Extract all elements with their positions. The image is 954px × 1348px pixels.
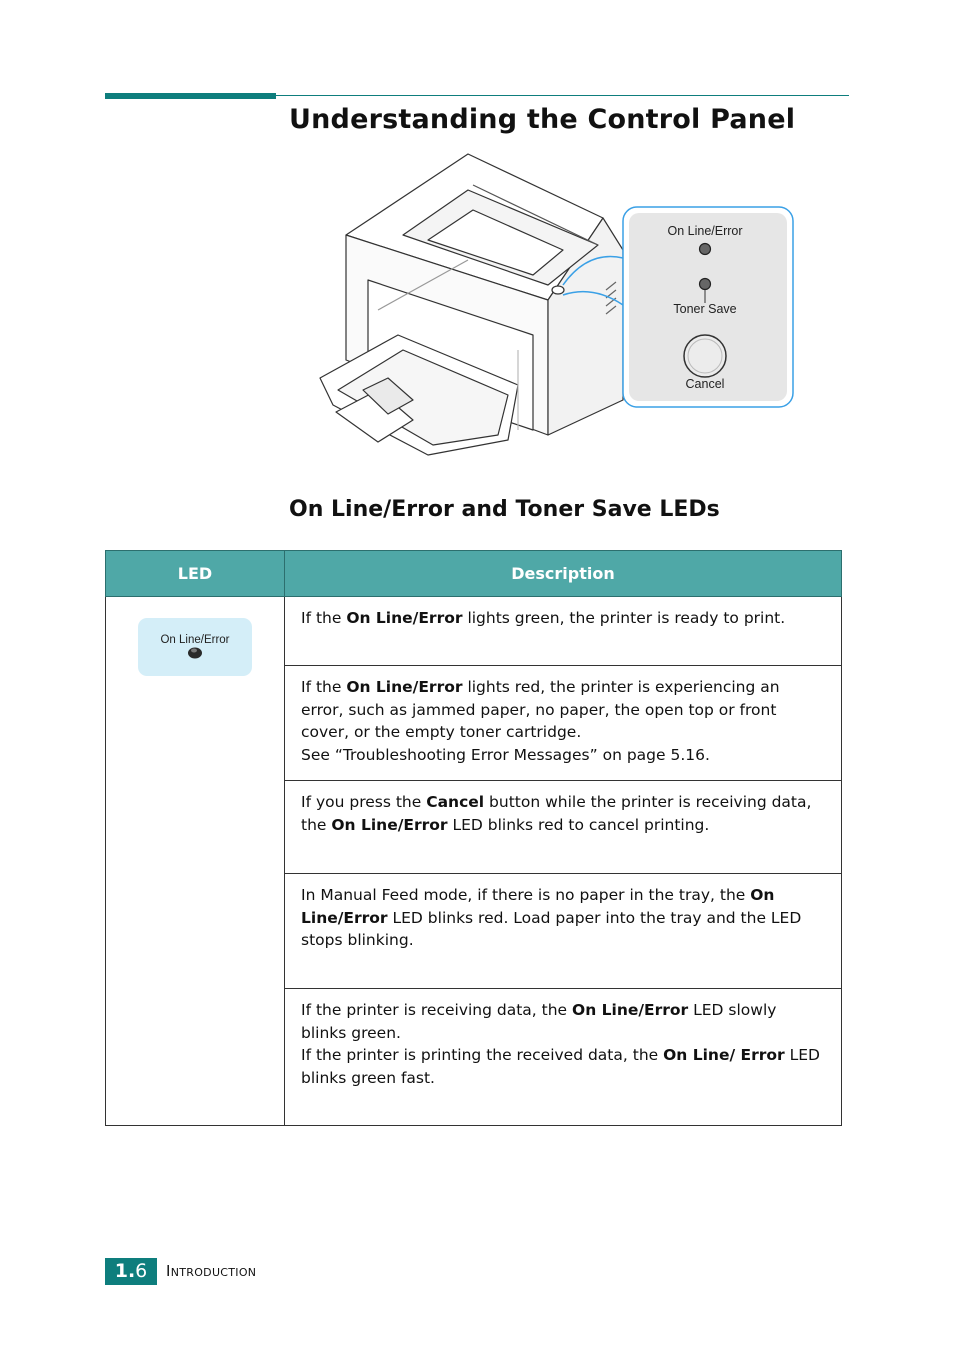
led-image-cell [106, 597, 285, 1126]
led-badge-label: On Line/Error [160, 634, 230, 646]
footer-section-label: Introduction [166, 1262, 257, 1280]
online-error-led-icon [700, 244, 711, 255]
printer-panel-button-icon [552, 286, 564, 294]
cancel-button-icon [684, 335, 726, 377]
bold-term: On Line/ Error [663, 1046, 785, 1064]
page-number-badge [105, 1258, 157, 1285]
led-table [105, 550, 842, 1126]
description-column-header: Description [285, 551, 842, 597]
description-text: LED blinks green fast. [301, 1046, 820, 1087]
bold-term: On Line/Error [331, 815, 448, 834]
description-text: If the [301, 609, 347, 627]
description-text: If the [301, 678, 347, 696]
bold-term: On Line/Error [301, 886, 775, 927]
led-description-5 [285, 989, 842, 1126]
page-number: 6 [135, 1260, 148, 1282]
page-title: Understanding the Control Panel [289, 104, 796, 135]
description-text: lights green, the printer is ready to print. [462, 609, 786, 627]
led-description-1 [285, 597, 842, 666]
bold-term: On Line/Error [572, 1001, 689, 1019]
led-description-3 [285, 781, 842, 874]
description-text: If the printer is printing the received data, the [301, 1046, 664, 1064]
bold-term: On Line/Error [346, 609, 463, 627]
description-text: See “Troubleshooting Error Messages” on page 5.16. [301, 745, 710, 764]
bold-term: Cancel [426, 793, 485, 811]
chapter-number: 1. [114, 1260, 136, 1282]
description-text: lights red, the printer is experiencing an error, such as jammed paper, no paper, the open top or front cover, or the empty toner cartridge. [301, 678, 780, 741]
description-text: LED blinks red. Load paper into the tray and the LED stops blinking. [301, 908, 802, 949]
table-row [106, 597, 842, 666]
description-text: If you press the [301, 793, 427, 811]
led-description-4 [285, 874, 842, 989]
online-error-panel-label: On Line/Error [667, 224, 743, 238]
toner-save-led-icon [700, 279, 711, 290]
online-error-led-badge [138, 618, 252, 676]
led-column-header: LED [106, 551, 285, 597]
description-text: In Manual Feed mode, if there is no paper in the tray, the [301, 886, 751, 904]
description-text: If the printer is receiving data, the [301, 1001, 573, 1019]
bold-term: On Line/Error [346, 678, 463, 696]
led-indicator-icon [187, 645, 203, 659]
printer-illustration [318, 150, 798, 462]
cancel-panel-label: Cancel [685, 377, 725, 391]
description-text: button while the printer is receiving data, the [301, 793, 812, 834]
section-title: On Line/Error and Toner Save LEDs [289, 497, 720, 522]
description-text: LED slowly blinks green. [301, 1001, 777, 1042]
printer-body [320, 154, 623, 455]
header-rule-thin [276, 95, 849, 96]
table-header-row [106, 551, 842, 597]
header-rule-thick [105, 93, 276, 99]
led-description-2 [285, 666, 842, 781]
toner-save-panel-label: Toner Save [673, 302, 737, 316]
description-text: LED blinks red to cancel printing. [447, 815, 710, 834]
